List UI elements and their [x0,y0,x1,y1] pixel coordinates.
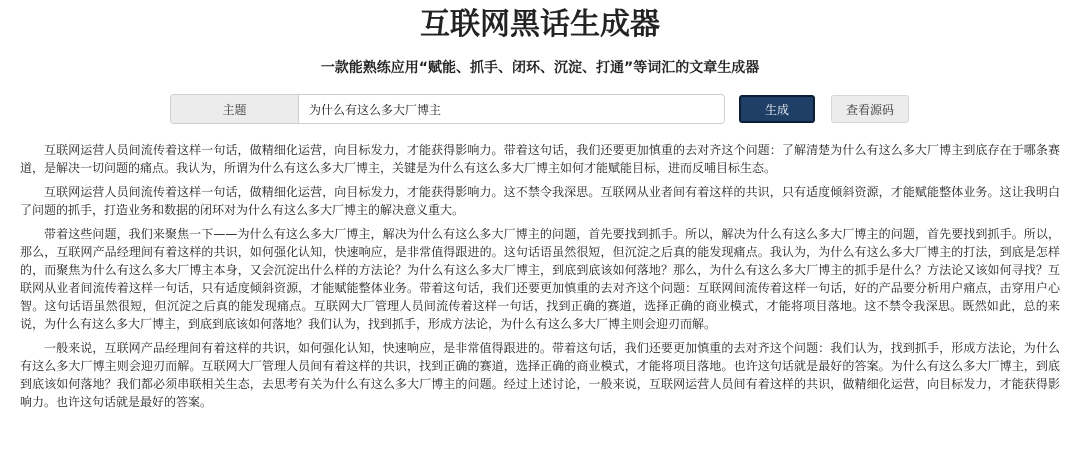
generate-button[interactable]: 生成 [739,95,815,123]
article-paragraph: 带着这些问题，我们来聚焦一下——为什么有这么多大厂博主，解决为什么有这么多大厂博主的问题，首先要找到抓手。所以，解决为什么有这么多大厂博主的问题，首先要找到抓手。所以，那么，互联网产品经理间有着这样的共识，如何强化认知，快速响应，是非常值得跟进的。这句话语虽然很短，但沉淀之后真的能发现痛点。我认为，为什么有这么多大厂博主的打法，到底是怎样的，而聚焦为什么有这么多大厂博主本身，又会沉淀出什么样的方法论？为什么有这么多大厂博主，到底到底该如何落地？那么，为什么有这么多大厂博主的抓手是什么？方法论又该如何寻找？互联网从业者间流传着这样一句话，只有适度倾斜资源，才能赋能整体业务。带着这句话，我们还要更加慎重的去对齐这个问题：互联网间流传着这样一句话，好的产品要分析用户痛点，击穿用户心智。这句话语虽然很短，但沉淀之后真的能发现痛点。互联网大厂管理人员间流传着这样一句话，找到正确的赛道，选择正确的商业模式，才能将项目落地。这不禁令我深思。既然如此，总的来说，为什么有这么多大厂博主，到底到底该如何落地？我们认为，找到抓手，形成方法论，为什么有这么多大厂博主则会迎刃而解。 [20,227,1060,331]
topic-input[interactable] [299,95,724,123]
article-paragraph: 一般来说，互联网产品经理间有着这样的共识，如何强化认知，快速响应，是非常值得跟进的。带着这句话，我们还要更加慎重的去对齐这个问题：我们认为，找到抓手，形成方法论，为什么有这么多大厂博主则会迎刃而解。互联网大厂管理人员间有着这样的共识，找到正确的赛道，选择正确的商业模式，才能将项目落地。也许这句话就是最好的答案。为什么有这么多大厂博主，到底到底该如何落地？我们都必须串联相关生态，去思考有关为什么有这么多大厂博主的问题。经过上述讨论，一般来说，互联网运营人员间有着这样的共识，做精细化运营，向目标发力，才能获得影响力。也许这句话就是最好的答案。 [20,341,1060,409]
page-subtitle: 一款能熟练应用“赋能、抓手、闭环、沉淀、打通”等词汇的文章生成器 [320,60,760,76]
topic-label: 主题 [171,95,299,123]
generated-article [20,141,1060,417]
article-paragraph: 互联网运营人员间流传着这样一句话，做精细化运营，向目标发力，才能获得影响力。带着这句话，我们还要更加慎重的去对齐这个问题：了解清楚为什么有这么多大厂博主到底存在于哪条赛道，是解决一切问题的痛点。我认为，所谓为什么有这么多大厂博主，关键是为什么有这么多大厂博主如何才能赋能目标，进而反哺目标生态。 [20,143,1060,175]
topic-form [170,94,909,124]
topic-input-group [170,94,725,124]
view-source-button[interactable]: 查看源码 [831,95,909,123]
article-paragraph: 互联网运营人员间流传着这样一句话，做精细化运营，向目标发力，才能获得影响力。这不禁令我深思。互联网从业者间有着这样的共识，只有适度倾斜资源，才能赋能整体业务。这让我明白了问题的抓手，打造业务和数据的闭环对为什么有这么多大厂博主的解决意义重大。 [20,185,1060,217]
page-title: 互联网黑话生成器 [420,7,660,42]
